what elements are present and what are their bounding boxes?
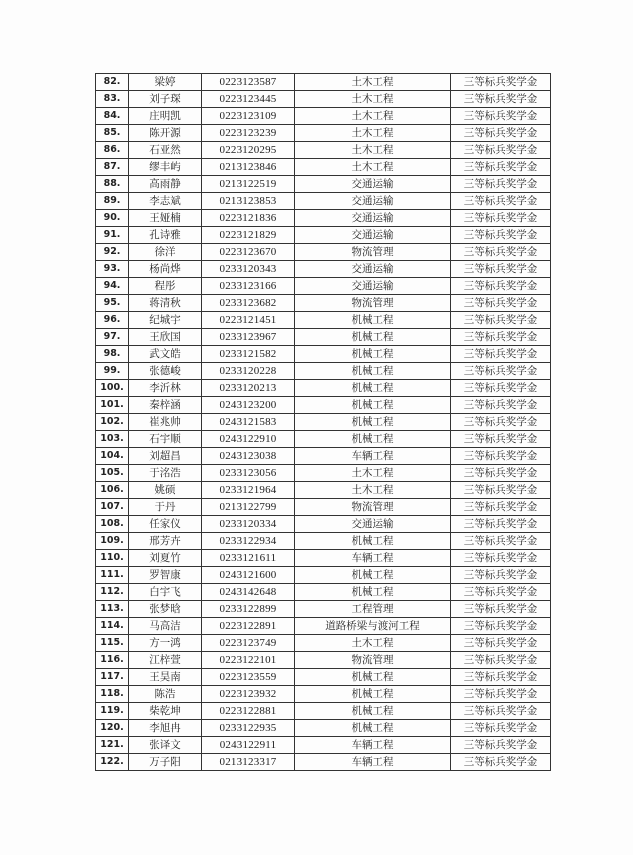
row-number: 111.	[96, 567, 129, 584]
student-name: 纪城宇	[129, 312, 202, 329]
row-number: 121.	[96, 737, 129, 754]
row-number: 103.	[96, 431, 129, 448]
award-level: 三等标兵奖学金	[451, 414, 551, 431]
student-id: 0213122519	[202, 176, 295, 193]
student-major: 交通运输	[295, 176, 451, 193]
award-level: 三等标兵奖学金	[451, 567, 551, 584]
student-id: 0223123587	[202, 74, 295, 91]
award-level: 三等标兵奖学金	[451, 533, 551, 550]
table-row	[96, 142, 551, 159]
table-row	[96, 380, 551, 397]
row-number: 102.	[96, 414, 129, 431]
table-row	[96, 397, 551, 414]
award-level: 三等标兵奖学金	[451, 261, 551, 278]
student-id: 0223121451	[202, 312, 295, 329]
award-level: 三等标兵奖学金	[451, 465, 551, 482]
award-level: 三等标兵奖学金	[451, 312, 551, 329]
row-number: 97.	[96, 329, 129, 346]
student-major: 土木工程	[295, 91, 451, 108]
student-major: 工程管理	[295, 601, 451, 618]
student-major: 机械工程	[295, 363, 451, 380]
row-number: 109.	[96, 533, 129, 550]
student-name: 刘超昌	[129, 448, 202, 465]
row-number: 100.	[96, 380, 129, 397]
student-major: 物流管理	[295, 652, 451, 669]
table-row	[96, 295, 551, 312]
table-row	[96, 363, 551, 380]
student-id: 0223122891	[202, 618, 295, 635]
student-id: 0223121829	[202, 227, 295, 244]
award-level: 三等标兵奖学金	[451, 499, 551, 516]
student-major: 车辆工程	[295, 754, 451, 771]
student-id: 0243122911	[202, 737, 295, 754]
student-id: 0223121836	[202, 210, 295, 227]
student-major: 交通运输	[295, 227, 451, 244]
student-major: 机械工程	[295, 312, 451, 329]
student-name: 王欣国	[129, 329, 202, 346]
row-number: 107.	[96, 499, 129, 516]
student-id: 0233122935	[202, 720, 295, 737]
student-id: 0233121964	[202, 482, 295, 499]
award-level: 三等标兵奖学金	[451, 601, 551, 618]
student-name: 武文皓	[129, 346, 202, 363]
student-name: 于洺浩	[129, 465, 202, 482]
award-level: 三等标兵奖学金	[451, 703, 551, 720]
student-id: 0233121582	[202, 346, 295, 363]
student-major: 土木工程	[295, 159, 451, 176]
award-level: 三等标兵奖学金	[451, 142, 551, 159]
table-row	[96, 567, 551, 584]
student-id: 0233123166	[202, 278, 295, 295]
table-row	[96, 227, 551, 244]
award-level: 三等标兵奖学金	[451, 618, 551, 635]
student-name: 刘子琛	[129, 91, 202, 108]
student-name: 柴乾坤	[129, 703, 202, 720]
student-id: 0213123853	[202, 193, 295, 210]
table-row	[96, 635, 551, 652]
award-level: 三等标兵奖学金	[451, 431, 551, 448]
student-id: 0233122899	[202, 601, 295, 618]
student-major: 土木工程	[295, 74, 451, 91]
award-level: 三等标兵奖学金	[451, 244, 551, 261]
student-major: 机械工程	[295, 567, 451, 584]
row-number: 82.	[96, 74, 129, 91]
student-id: 0223120295	[202, 142, 295, 159]
student-id: 0233123056	[202, 465, 295, 482]
table-row	[96, 550, 551, 567]
student-name: 石宇顺	[129, 431, 202, 448]
student-major: 交通运输	[295, 193, 451, 210]
student-id: 0243122910	[202, 431, 295, 448]
student-name: 罗智康	[129, 567, 202, 584]
student-name: 李旭冉	[129, 720, 202, 737]
student-id: 0223123109	[202, 108, 295, 125]
student-name: 王昊南	[129, 669, 202, 686]
student-major: 机械工程	[295, 720, 451, 737]
student-name: 邢芳卉	[129, 533, 202, 550]
table-row	[96, 210, 551, 227]
student-major: 物流管理	[295, 244, 451, 261]
row-number: 83.	[96, 91, 129, 108]
student-name: 徐洋	[129, 244, 202, 261]
student-major: 机械工程	[295, 397, 451, 414]
student-major: 机械工程	[295, 414, 451, 431]
row-number: 90.	[96, 210, 129, 227]
table-row	[96, 516, 551, 533]
student-major: 土木工程	[295, 142, 451, 159]
award-level: 三等标兵奖学金	[451, 635, 551, 652]
table-row	[96, 431, 551, 448]
award-level: 三等标兵奖学金	[451, 584, 551, 601]
table-row	[96, 448, 551, 465]
award-level: 三等标兵奖学金	[451, 329, 551, 346]
student-name: 马高洁	[129, 618, 202, 635]
row-number: 120.	[96, 720, 129, 737]
student-major: 交通运输	[295, 516, 451, 533]
row-number: 118.	[96, 686, 129, 703]
student-id: 0243121583	[202, 414, 295, 431]
award-level: 三等标兵奖学金	[451, 720, 551, 737]
student-major: 交通运输	[295, 278, 451, 295]
table-row	[96, 125, 551, 142]
student-major: 道路桥梁与渡河工程	[295, 618, 451, 635]
student-major: 机械工程	[295, 431, 451, 448]
table-row	[96, 737, 551, 754]
table-row	[96, 329, 551, 346]
roster-body	[96, 74, 551, 771]
table-row	[96, 346, 551, 363]
table-row	[96, 618, 551, 635]
student-id: 0223123559	[202, 669, 295, 686]
student-name: 李沂林	[129, 380, 202, 397]
student-name: 程彤	[129, 278, 202, 295]
award-level: 三等标兵奖学金	[451, 686, 551, 703]
student-name: 高雨静	[129, 176, 202, 193]
student-id: 0243123200	[202, 397, 295, 414]
student-id: 0233123967	[202, 329, 295, 346]
award-level: 三等标兵奖学金	[451, 346, 551, 363]
table-row	[96, 74, 551, 91]
table-row	[96, 91, 551, 108]
row-number: 86.	[96, 142, 129, 159]
student-major: 土木工程	[295, 482, 451, 499]
student-name: 于丹	[129, 499, 202, 516]
row-number: 108.	[96, 516, 129, 533]
table-row	[96, 312, 551, 329]
award-level: 三等标兵奖学金	[451, 74, 551, 91]
student-name: 万子阳	[129, 754, 202, 771]
student-name: 蒋清秋	[129, 295, 202, 312]
row-number: 116.	[96, 652, 129, 669]
table-row	[96, 176, 551, 193]
table-row	[96, 754, 551, 771]
student-id: 0233120228	[202, 363, 295, 380]
student-major: 车辆工程	[295, 448, 451, 465]
row-number: 105.	[96, 465, 129, 482]
award-level: 三等标兵奖学金	[451, 227, 551, 244]
student-name: 张译文	[129, 737, 202, 754]
row-number: 98.	[96, 346, 129, 363]
row-number: 117.	[96, 669, 129, 686]
award-level: 三等标兵奖学金	[451, 91, 551, 108]
row-number: 114.	[96, 618, 129, 635]
table-row	[96, 720, 551, 737]
award-level: 三等标兵奖学金	[451, 159, 551, 176]
row-number: 88.	[96, 176, 129, 193]
row-number: 93.	[96, 261, 129, 278]
student-name: 姚硕	[129, 482, 202, 499]
student-major: 土木工程	[295, 465, 451, 482]
student-name: 陈开源	[129, 125, 202, 142]
award-level: 三等标兵奖学金	[451, 669, 551, 686]
student-id: 0243142648	[202, 584, 295, 601]
student-name: 李志斌	[129, 193, 202, 210]
row-number: 101.	[96, 397, 129, 414]
scholarship-roster-table	[95, 73, 551, 771]
student-major: 机械工程	[295, 346, 451, 363]
student-name: 缪丰屿	[129, 159, 202, 176]
table-row	[96, 261, 551, 278]
student-name: 张德峻	[129, 363, 202, 380]
row-number: 122.	[96, 754, 129, 771]
award-level: 三等标兵奖学金	[451, 550, 551, 567]
student-id: 0223123445	[202, 91, 295, 108]
student-name: 陈浩	[129, 686, 202, 703]
table-row	[96, 159, 551, 176]
award-level: 三等标兵奖学金	[451, 125, 551, 142]
student-id: 0233122934	[202, 533, 295, 550]
row-number: 119.	[96, 703, 129, 720]
award-level: 三等标兵奖学金	[451, 193, 551, 210]
table-row	[96, 669, 551, 686]
row-number: 112.	[96, 584, 129, 601]
award-level: 三等标兵奖学金	[451, 754, 551, 771]
student-major: 机械工程	[295, 380, 451, 397]
table-row	[96, 278, 551, 295]
student-id: 0223123749	[202, 635, 295, 652]
row-number: 91.	[96, 227, 129, 244]
award-level: 三等标兵奖学金	[451, 363, 551, 380]
student-id: 0243121600	[202, 567, 295, 584]
student-name: 白宇飞	[129, 584, 202, 601]
row-number: 99.	[96, 363, 129, 380]
student-major: 机械工程	[295, 584, 451, 601]
student-id: 0213123317	[202, 754, 295, 771]
row-number: 110.	[96, 550, 129, 567]
row-number: 95.	[96, 295, 129, 312]
student-id: 0233120343	[202, 261, 295, 278]
student-major: 机械工程	[295, 329, 451, 346]
award-level: 三等标兵奖学金	[451, 397, 551, 414]
row-number: 104.	[96, 448, 129, 465]
student-id: 0213122799	[202, 499, 295, 516]
award-level: 三等标兵奖学金	[451, 448, 551, 465]
student-name: 庄明凯	[129, 108, 202, 125]
student-major: 机械工程	[295, 533, 451, 550]
student-major: 机械工程	[295, 686, 451, 703]
table-row	[96, 652, 551, 669]
table-row	[96, 601, 551, 618]
student-major: 机械工程	[295, 669, 451, 686]
student-id: 0223123932	[202, 686, 295, 703]
row-number: 85.	[96, 125, 129, 142]
row-number: 113.	[96, 601, 129, 618]
student-major: 土木工程	[295, 125, 451, 142]
student-major: 车辆工程	[295, 737, 451, 754]
award-level: 三等标兵奖学金	[451, 380, 551, 397]
award-level: 三等标兵奖学金	[451, 737, 551, 754]
student-id: 0223123239	[202, 125, 295, 142]
student-id: 0223122881	[202, 703, 295, 720]
row-number: 106.	[96, 482, 129, 499]
student-id: 0213123846	[202, 159, 295, 176]
student-id: 0233121611	[202, 550, 295, 567]
row-number: 94.	[96, 278, 129, 295]
student-major: 机械工程	[295, 703, 451, 720]
student-name: 江梓萱	[129, 652, 202, 669]
student-id: 0233123682	[202, 295, 295, 312]
student-id: 0233120334	[202, 516, 295, 533]
student-major: 车辆工程	[295, 550, 451, 567]
award-level: 三等标兵奖学金	[451, 108, 551, 125]
student-name: 崔兆帅	[129, 414, 202, 431]
row-number: 87.	[96, 159, 129, 176]
table-row	[96, 193, 551, 210]
table-row	[96, 686, 551, 703]
table-row	[96, 533, 551, 550]
row-number: 92.	[96, 244, 129, 261]
student-name: 刘夏竹	[129, 550, 202, 567]
table-row	[96, 414, 551, 431]
student-id: 0223122101	[202, 652, 295, 669]
table-row	[96, 108, 551, 125]
student-name: 方一鸿	[129, 635, 202, 652]
table-row	[96, 703, 551, 720]
student-major: 土木工程	[295, 635, 451, 652]
table-row	[96, 482, 551, 499]
student-major: 交通运输	[295, 210, 451, 227]
table-row	[96, 465, 551, 482]
student-major: 土木工程	[295, 108, 451, 125]
table-row	[96, 244, 551, 261]
student-name: 石亚然	[129, 142, 202, 159]
student-name: 秦梓涵	[129, 397, 202, 414]
student-id: 0233120213	[202, 380, 295, 397]
row-number: 115.	[96, 635, 129, 652]
student-major: 交通运输	[295, 261, 451, 278]
student-name: 梁婷	[129, 74, 202, 91]
award-level: 三等标兵奖学金	[451, 210, 551, 227]
award-level: 三等标兵奖学金	[451, 516, 551, 533]
student-id: 0243123038	[202, 448, 295, 465]
award-level: 三等标兵奖学金	[451, 295, 551, 312]
award-level: 三等标兵奖学金	[451, 176, 551, 193]
table-row	[96, 499, 551, 516]
student-id: 0223123670	[202, 244, 295, 261]
student-name: 杨尚烨	[129, 261, 202, 278]
award-level: 三等标兵奖学金	[451, 652, 551, 669]
student-name: 任家仪	[129, 516, 202, 533]
row-number: 84.	[96, 108, 129, 125]
award-level: 三等标兵奖学金	[451, 482, 551, 499]
student-major: 物流管理	[295, 295, 451, 312]
student-name: 王娅楠	[129, 210, 202, 227]
row-number: 96.	[96, 312, 129, 329]
student-name: 孔诗雅	[129, 227, 202, 244]
student-major: 物流管理	[295, 499, 451, 516]
row-number: 89.	[96, 193, 129, 210]
award-level: 三等标兵奖学金	[451, 278, 551, 295]
table-row	[96, 584, 551, 601]
student-name: 张梦晗	[129, 601, 202, 618]
